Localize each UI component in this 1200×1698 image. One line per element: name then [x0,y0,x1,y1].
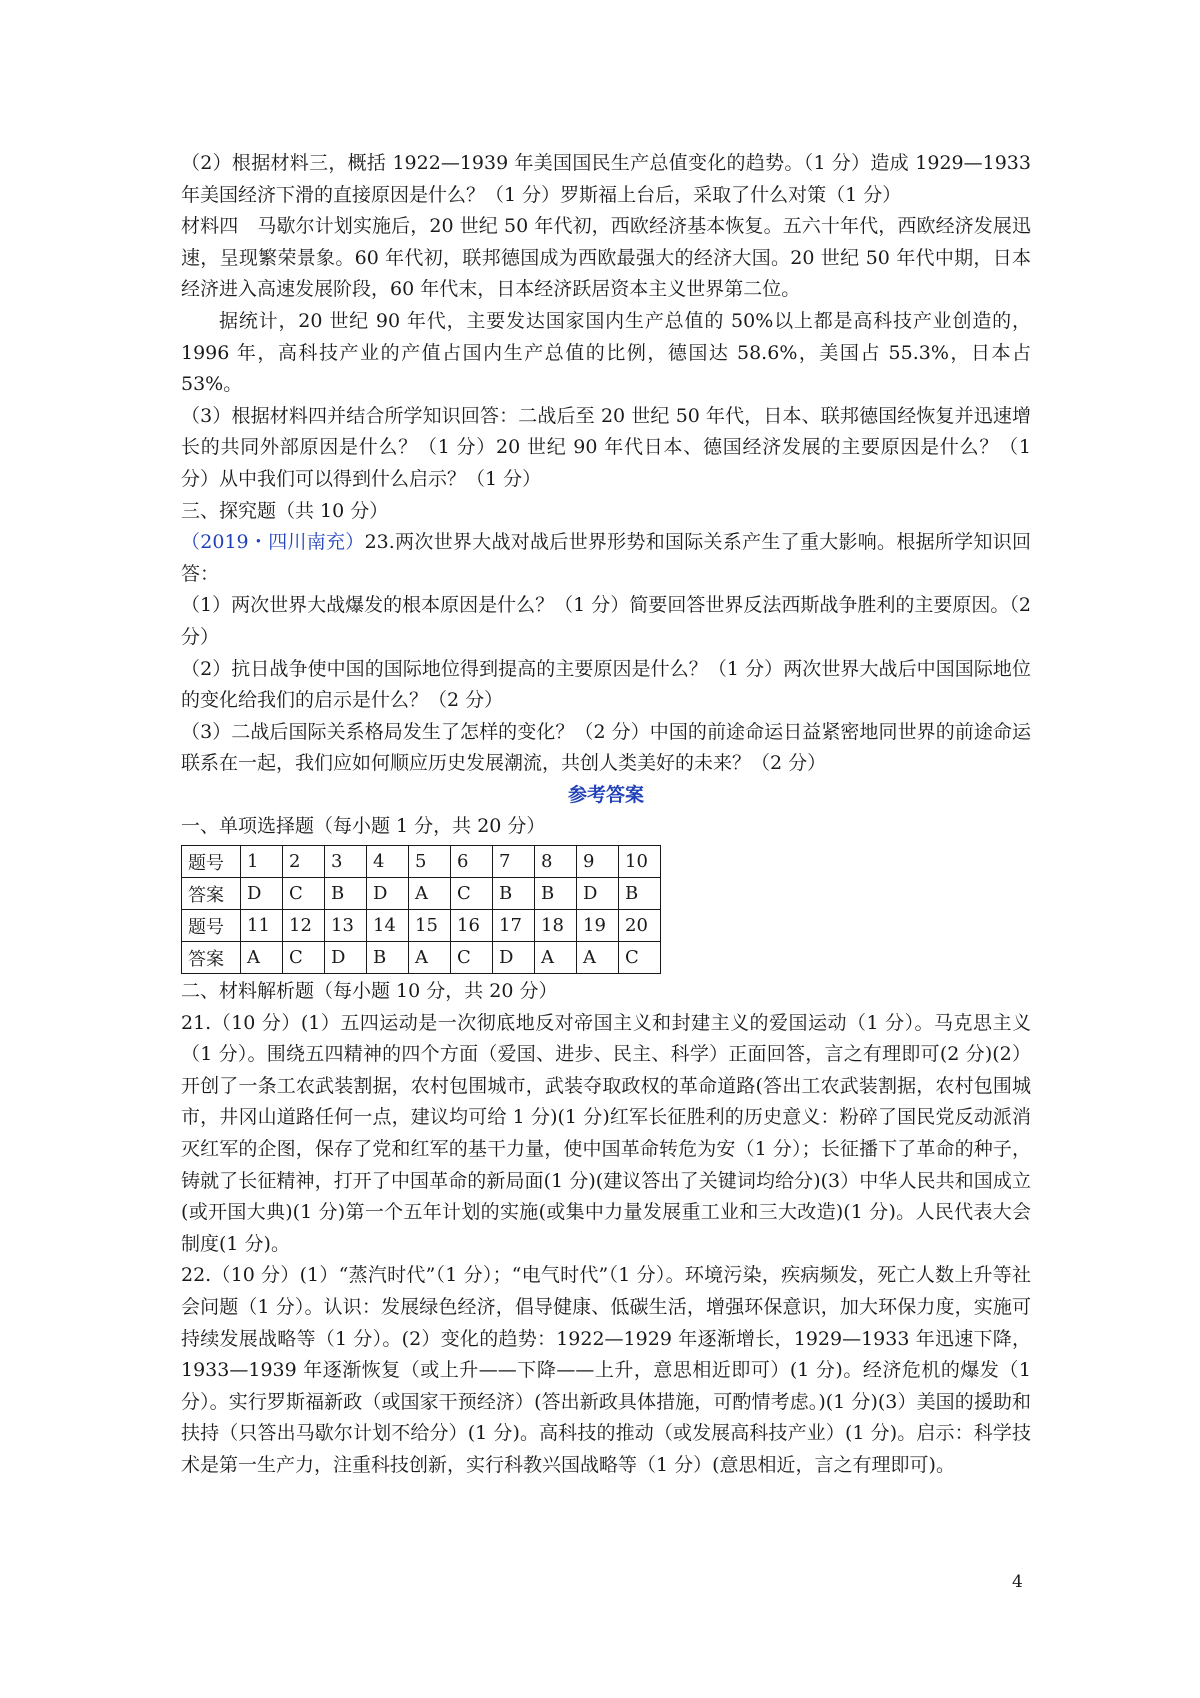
answer-table-cell: B [493,878,535,910]
question-3-material-4: （3）根据材料四并结合所学知识回答：二战后至 20 世纪 50 年代，日本、联邦德国经恢复并迅速增长的共同外部原因是什么？（1 分）20 世纪 90 年代日本、德国经济发展的主要原因是什么？（1 分）从中我们可以得到什么启示？（1 分） [181,404,1031,490]
answer-table-cell: D [577,878,619,910]
answer-table-header-cell: 答案 [182,878,241,910]
answer-table-cell: 3 [325,846,367,878]
answer-table-cell: 16 [451,910,493,942]
answer-table-cell: 20 [619,910,661,942]
question-23 [181,527,1031,590]
answer-table-cell: C [451,878,493,910]
answer-22: 22.（10 分）(1）“蒸汽时代”（1 分）；“电气时代”（1 分）。环境污染，疾病频发，死亡人数上升等社会问题（1 分）。认识：发展绿色经济，倡导健康、低碳生活，增强环保意识，加大环保力度，实施可持续发展战略等（1 分）。(2）变化的趋势：1922—1929 年逐渐增长，1929—1933 年迅速下降，1933—1939 年逐渐恢复（或上升——下降——上升，意思相近即可）(1 分)。经济危机的爆发（1 分）。实行罗斯福新政（或国家干预经济）(答出新政具体措施，可酌情考虑。)(1 分)(3）美国的援助和扶持（只答出马歇尔计划不给分）(1 分)。高科技的推动（或发展高科技产业）(1 分)。启示：科学技术是第一生产力，注重科技创新，实行科教兴国战略等（1 分）(意思相近，言之有理即可)。 [181,1264,1031,1476]
page-number: 4 [1012,1572,1023,1592]
answer-table-cell: C [283,878,325,910]
answer-table-cell: A [241,942,283,974]
answer-table-cell: D [241,878,283,910]
answer-table-cell: 15 [409,910,451,942]
answer-table-cell: A [577,942,619,974]
question-23-stem: 23.两次世界大战对战后世界形势和国际关系产生了重大影响。根据所学知识回答： [181,531,1032,585]
answer-table-cell: C [619,942,661,974]
answer-table-cell: D [493,942,535,974]
answer-table-cell: 17 [493,910,535,942]
answer-section-1-heading: 一、单项选择题（每小题 1 分，共 20 分） [181,815,546,838]
answer-table-cell: 8 [535,846,577,878]
answer-table-cell: B [535,878,577,910]
answer-table-row [182,942,661,974]
answer-table-row [182,910,661,942]
answer-table-cell: 7 [493,846,535,878]
answer-section-2-heading: 二、材料解析题（每小题 10 分，共 20 分） [181,980,558,1003]
answer-table-cell: C [283,942,325,974]
answer-table-cell: A [409,878,451,910]
answer-table-row [182,878,661,910]
question-2-material-3: （2）根据材料三，概括 1922—1939 年美国国民生产总值变化的趋势。（1 分）造成 1929—1933 年美国经济下滑的直接原因是什么？（1 分）罗斯福上台后，采取了什么对策（1 分） [181,152,1031,206]
answer-table-cell: 12 [283,910,325,942]
answer-table-cell: 4 [367,846,409,878]
answer-table-cell: B [325,878,367,910]
answer-table [181,845,661,974]
answer-table-cell: 11 [241,910,283,942]
answer-table-cell: 5 [409,846,451,878]
answers-title: 参考答案 [567,783,644,806]
question-23-part-1: （1）两次世界大战爆发的根本原因是什么？（1 分）简要回答世界反法西斯战争胜利的主要原因。（2 分） [181,594,1031,648]
question-23-source: （2019・四川南充） [181,531,365,554]
answer-table-header-cell: 题号 [182,846,241,878]
answer-table-cell: D [325,942,367,974]
answer-table-cell: B [619,878,661,910]
answer-table-cell: D [367,878,409,910]
answer-table-cell: 6 [451,846,493,878]
answer-table-cell: 10 [619,846,661,878]
page-content [181,148,1031,1482]
answer-table-cell: 18 [535,910,577,942]
answer-table-cell: A [409,942,451,974]
answer-table-cell: 9 [577,846,619,878]
answer-table-cell: 19 [577,910,619,942]
answer-table-cell: 13 [325,910,367,942]
answer-table-cell: 14 [367,910,409,942]
material-4: 材料四 马歇尔计划实施后，20 世纪 50 年代初，西欧经济基本恢复。五六十年代，西欧经济发展迅速，呈现繁荣景象。60 年代初，联邦德国成为西欧最强大的经济大国。20 世纪 50 年代中期，日本经济进入高速发展阶段，60 年代末，日本经济跃居资本主义世界第二位。 [181,215,1031,301]
answer-table-header-cell: 答案 [182,942,241,974]
answer-table-cell: B [367,942,409,974]
answer-21: 21.（10 分）(1）五四运动是一次彻底地反对帝国主义和封建主义的爱国运动（1 分）。马克思主义（1 分）。围绕五四精神的四个方面（爱国、进步、民主、科学）正面回答，言之有理即可(2 分)(2）开创了一条工农武装割据，农村包围城市，武装夺取政权的革命道路(答出工农武装割据，农村包围城市，井冈山道路任何一点，建议均可给 1 分)(1 分)红军长征胜利的历史意义：粉碎了国民党反动派消灭红军的企图，保存了党和红军的基干力量，使中国革命转危为安（1 分）；长征播下了革命的种子，铸就了长征精神，打开了中国革命的新局面(1 分)(建议答出了关键词均给分)(3）中华人民共和国成立(或开国大典)(1 分)第一个五年计划的实施(或集中力量发展重工业和三大改造)(1 分)。人民代表大会制度(1 分)。 [181,1011,1031,1255]
answer-table-row [182,846,661,878]
answer-table-cell: C [451,942,493,974]
section-3-heading: 三、探究题（共 10 分） [181,499,389,522]
question-23-part-3: （3）二战后国际关系格局发生了怎样的变化？（2 分）中国的前途命运日益紧密地同世界的前途命运联系在一起，我们应如何顺应历史发展潮流，共创人类美好的未来？（2 分） [181,720,1031,775]
answer-table-cell: 1 [241,846,283,878]
answer-table-header-cell: 题号 [182,910,241,942]
answer-table-cell: 2 [283,846,325,878]
answer-table-cell: A [535,942,577,974]
statistics-paragraph: 据统计，20 世纪 90 年代，主要发达国家国内生产总值的 50%以上都是高科技产业创造的，1996 年，高科技产业的产值占国内生产总值的比例，德国达 58.6%，美国占 55.3%，日本占 53%。 [181,309,1031,396]
question-23-part-2: （2）抗日战争使中国的国际地位得到提高的主要原因是什么？（1 分）两次世界大战后中国国际地位的变化给我们的启示是什么？（2 分） [181,657,1031,712]
